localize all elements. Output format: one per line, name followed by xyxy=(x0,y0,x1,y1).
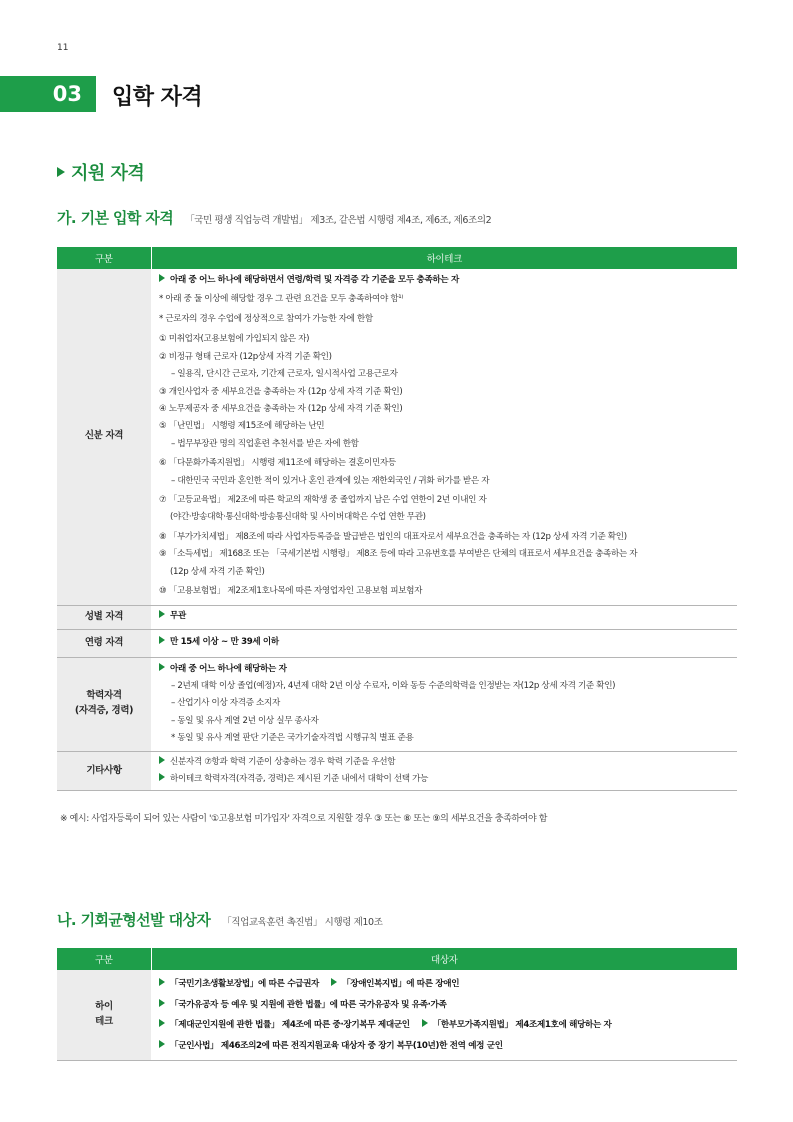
arrow-bullet-icon xyxy=(422,1019,428,1027)
section-heading xyxy=(57,159,144,185)
triangle-bullet-icon xyxy=(57,167,65,177)
table-row xyxy=(57,751,737,791)
list-item: (12p 상세 자격 기준 확인) xyxy=(170,566,265,577)
arrow-bullet-icon xyxy=(159,1019,165,1027)
list-item: 「군인사법」 제46조의2에 따른 전직지원교육 대상자 중 장기 복무(10년)한 전역 예정 군인 xyxy=(159,1036,727,1057)
list-item: 아래 중 어느 하나에 해당하는 자 xyxy=(159,661,727,678)
row-label-hitech xyxy=(57,970,151,1061)
list-item: ⑨ 「소득세법」 제168조 또는 「국세기본법 시행령」 제8조 등에 따라 고유번호를 부여받은 단체의 대표로서 세부요건을 충족하는 자 xyxy=(159,549,638,560)
list-item: ⑦ 「고등교육법」 제2조에 따른 학교의 재학생 중 졸업까지 남은 수업 연한이 2년 이내인 자 xyxy=(159,495,487,506)
opportunity-balance-table xyxy=(57,948,737,1061)
list-item: – 대한민국 국민과 혼인한 적이 있거나 혼인 관계에 있는 재한외국인 / 귀화 허가를 받은 자 xyxy=(171,475,490,486)
list-item: ④ 노무제공자 중 세부요건을 충족하는 자 (12p 상세 자격 기준 확인) xyxy=(159,404,403,415)
list-item: 신분자격 ⑦항과 학력 기준이 상충하는 경우 학력 기준을 우선함 xyxy=(159,754,727,771)
list-item: 「국민기초생활보장법」에 따른 수급권자 「장애인복지법」에 따른 장애인 xyxy=(159,974,727,995)
other-content xyxy=(151,751,737,791)
row-label-age: 연령 자격 xyxy=(57,629,151,657)
header-hitech: 하이테크 xyxy=(151,247,737,269)
chapter-number: 03 xyxy=(0,76,96,112)
part-a-law: 「국민 평생 직업능력 개발법」 제3조, 같은법 시행령 제4조, 제6조, 제6조의2 xyxy=(185,215,492,226)
header-target: 대상자 xyxy=(151,948,737,970)
list-item: 아래 중 어느 하나에 해당하면서 연령/학력 및 자격증 각 기준을 모두 충족하는 자 xyxy=(159,272,727,289)
arrow-bullet-icon xyxy=(159,773,165,781)
list-item: (야간·방송대학·통신대학·방송통신대학 및 사이버대학은 수업 연한 무관) xyxy=(170,512,426,523)
hitech-label-line-1: 하이 xyxy=(95,1001,113,1013)
arrow-bullet-icon xyxy=(159,274,165,282)
section-title: 지원 자격 xyxy=(71,163,145,184)
arrow-bullet-icon xyxy=(159,978,165,986)
part-b-law: 「직업교육훈련 촉진법」 시행령 제10조 xyxy=(222,917,383,928)
list-item: – 2년제 대학 이상 졸업(예정)자, 4년제 대학 2년 이상 수료자, 이와 동등 수준의학력을 인정받는 자(12p 상세 자격 기준 확인) xyxy=(171,680,616,691)
list-item: – 산업기사 이상 자격증 소지자 xyxy=(171,698,280,709)
table-row xyxy=(57,269,737,605)
list-item: ⑤ 「난민법」 시행령 제15조에 해당하는 난민 xyxy=(159,421,325,432)
list-item: – 법무부장관 명의 직업훈련 추천서를 받은 자에 한함 xyxy=(171,438,359,449)
gender-content xyxy=(151,605,737,629)
table-row xyxy=(57,970,737,1061)
row-label-other: 기타사항 xyxy=(57,751,151,791)
list-item: * 동일 및 유사 계열 판단 기준은 국가기술자격법 시행규칙 별표 준용 xyxy=(171,733,414,744)
header-category: 구분 xyxy=(57,948,151,970)
arrow-bullet-icon xyxy=(159,999,165,1007)
arrow-bullet-icon xyxy=(159,636,165,644)
page-number: 11 xyxy=(57,43,69,53)
target-content xyxy=(151,970,737,1061)
list-item: ⑩ 「고용보험법」 제2조제1호나목에 따른 자영업자인 고용보험 피보험자 xyxy=(159,586,423,597)
hitech-label-line-2: 테크 xyxy=(95,1016,113,1027)
chapter-title: 입학 자격 xyxy=(112,85,203,110)
list-item: ② 비정규 형태 근로자 (12p상세 자격 기준 확인) xyxy=(159,351,332,362)
row-label-education xyxy=(57,657,151,751)
education-content xyxy=(151,657,737,751)
list-item: ① 미취업자(고용보험에 가입되지 않은 자) xyxy=(159,334,310,345)
education-label-line-1: 학력자격 xyxy=(86,690,122,702)
table-row xyxy=(57,657,737,751)
list-item: 「제대군인지원에 관한 법률」 제4조에 따른 중·장기복무 제대군인 「한부모가족지원법」 제4조제1호에 해당하는 자 xyxy=(159,1015,727,1036)
education-label-line-2: (자격증, 경력) xyxy=(74,705,134,717)
arrow-bullet-icon xyxy=(159,1040,165,1048)
list-item: ③ 개인사업자 중 세부요건을 충족하는 자 (12p 상세 자격 기준 확인) xyxy=(159,386,403,397)
list-item: 만 15세 이상 ~ 만 39세 이하 xyxy=(159,634,727,651)
part-b-title: 나. 기회균형선발 대상자 xyxy=(57,911,211,929)
arrow-bullet-icon xyxy=(159,663,165,671)
arrow-bullet-icon xyxy=(331,978,337,986)
list-item: 무관 xyxy=(159,608,727,625)
basic-qualification-table xyxy=(57,247,737,791)
table-row xyxy=(57,629,737,657)
list-item: – 일용직, 단시간 근로자, 기간제 근로자, 일시적사업 고용근로자 xyxy=(171,369,398,380)
header-category: 구분 xyxy=(57,247,151,269)
list-item: * 아래 중 둘 이상에 해당할 경우 그 관련 요건을 모두 충족하여야 함¹⁾ xyxy=(159,294,404,305)
part-b-heading xyxy=(57,909,382,930)
list-item: * 근로자의 경우 수업에 정상적으로 참여가 가능한 자에 한함 xyxy=(159,314,373,325)
row-label-identity: 신분 자격 xyxy=(57,269,151,605)
example-note: ※ 예시: 사업자등록이 되어 있는 사람이 '①고용보험 미가입자' 자격으로 지원할 경우 ③ 또는 ⑧ 또는 ⑨의 세부요건을 충족하여야 함 xyxy=(60,814,548,824)
list-item: ⑧ 「부가가치세법」 제8조에 따라 사업자등록증을 발급받은 법인의 대표자로서 세부요건을 충족하는 자 (12p 상세 자격 기준 확인) xyxy=(159,531,627,542)
part-a-title: 가. 기본 입학 자격 xyxy=(57,209,174,227)
part-a-heading xyxy=(57,207,491,228)
list-item: ⑥ 「다문화가족지원법」 시행령 제11조에 해당하는 결혼이민자등 xyxy=(159,458,396,469)
row-label-gender: 성별 자격 xyxy=(57,605,151,629)
list-item: 하이테크 학력자격(자격증, 경력)은 제시된 기준 내에서 대학이 선택 가능 xyxy=(159,771,727,788)
list-item: – 동일 및 유사 계열 2년 이상 실무 종사자 xyxy=(171,715,319,726)
arrow-bullet-icon xyxy=(159,756,165,764)
table-row xyxy=(57,605,737,629)
age-content xyxy=(151,629,737,657)
arrow-bullet-icon xyxy=(159,610,165,618)
list-item: 「국가유공자 등 예우 및 지원에 관한 법률」에 따른 국가유공자 및 유족·가족 xyxy=(159,995,727,1016)
identity-content xyxy=(151,269,737,605)
